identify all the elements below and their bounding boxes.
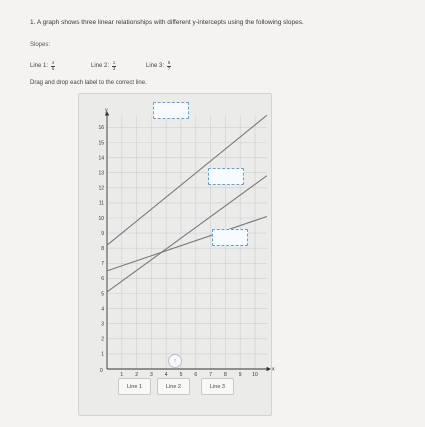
scroll-up-button[interactable]: ↑ bbox=[168, 354, 182, 368]
slope-label: Line 1: bbox=[30, 62, 49, 69]
y-tick-label: 11 bbox=[98, 200, 104, 207]
y-tick-label: 2 bbox=[101, 336, 104, 343]
origin-label: 0 bbox=[100, 368, 103, 374]
slope-fraction bbox=[112, 61, 116, 71]
y-tick-label: 10 bbox=[98, 215, 104, 222]
slope-label: Line 3: bbox=[146, 62, 165, 69]
y-tick-label: 13 bbox=[98, 170, 104, 177]
x-tick-label: 9 bbox=[238, 372, 242, 378]
y-tick-label: 6 bbox=[101, 276, 104, 283]
label-line-3-button[interactable]: Line 3 bbox=[201, 378, 234, 395]
y-tick-label: 15 bbox=[98, 140, 104, 147]
label-line-1-button[interactable]: Line 1 bbox=[118, 378, 151, 395]
x-tick-label: 7 bbox=[209, 372, 212, 378]
slope-numerator: 4 bbox=[51, 60, 55, 65]
x-tick-label: 5 bbox=[179, 372, 183, 378]
slope-line-1 bbox=[30, 61, 91, 71]
instruction-text: Drag and drop each label to the correct line. bbox=[30, 80, 147, 86]
y-tick-label: 1 bbox=[101, 351, 104, 358]
drop-target-bottom[interactable] bbox=[212, 229, 248, 246]
x-tick-label: 10 bbox=[252, 372, 258, 378]
slopes-list bbox=[30, 61, 171, 71]
y-tick-label: 12 bbox=[98, 185, 104, 192]
slope-fraction bbox=[51, 61, 55, 71]
y-tick-label: 8 bbox=[101, 246, 104, 252]
slope-denominator: 7 bbox=[167, 65, 171, 71]
slope-line-2 bbox=[91, 61, 146, 71]
y-tick-label: 3 bbox=[101, 321, 104, 328]
label-line-2-button[interactable]: Line 2 bbox=[157, 378, 190, 395]
y-tick-label: 4 bbox=[101, 306, 104, 313]
slope-fraction bbox=[167, 61, 171, 71]
slopes-heading: Slopes: bbox=[30, 42, 51, 48]
y-tick-label: 7 bbox=[101, 261, 104, 268]
slope-numerator: 5 bbox=[167, 60, 171, 65]
slope-line-3 bbox=[146, 61, 171, 71]
slope-numerator: 1 bbox=[112, 60, 116, 65]
x-tick-label: 6 bbox=[194, 372, 198, 378]
y-tick-label: 14 bbox=[98, 155, 104, 162]
question-text: 1. A graph shows three linear relationships with different y-intercepts using the following slopes. bbox=[30, 19, 304, 26]
slope-denominator: 3 bbox=[112, 65, 116, 71]
x-tick-label: 1 bbox=[120, 372, 124, 378]
x-axis-label: x bbox=[271, 366, 275, 373]
slope-denominator: 5 bbox=[51, 65, 55, 71]
y-tick-label: 5 bbox=[101, 291, 104, 298]
y-axis-label: y bbox=[105, 107, 108, 114]
drop-target-top[interactable] bbox=[153, 102, 189, 119]
x-tick-label: 2 bbox=[135, 372, 138, 378]
drop-target-middle[interactable] bbox=[208, 168, 244, 185]
x-tick-label: 3 bbox=[150, 372, 153, 378]
y-tick-label: 16 bbox=[98, 125, 104, 132]
y-tick-label: 9 bbox=[101, 230, 104, 237]
x-tick-label: 8 bbox=[224, 372, 227, 378]
x-tick-label: 4 bbox=[164, 372, 168, 378]
slope-label: Line 2: bbox=[91, 62, 110, 69]
